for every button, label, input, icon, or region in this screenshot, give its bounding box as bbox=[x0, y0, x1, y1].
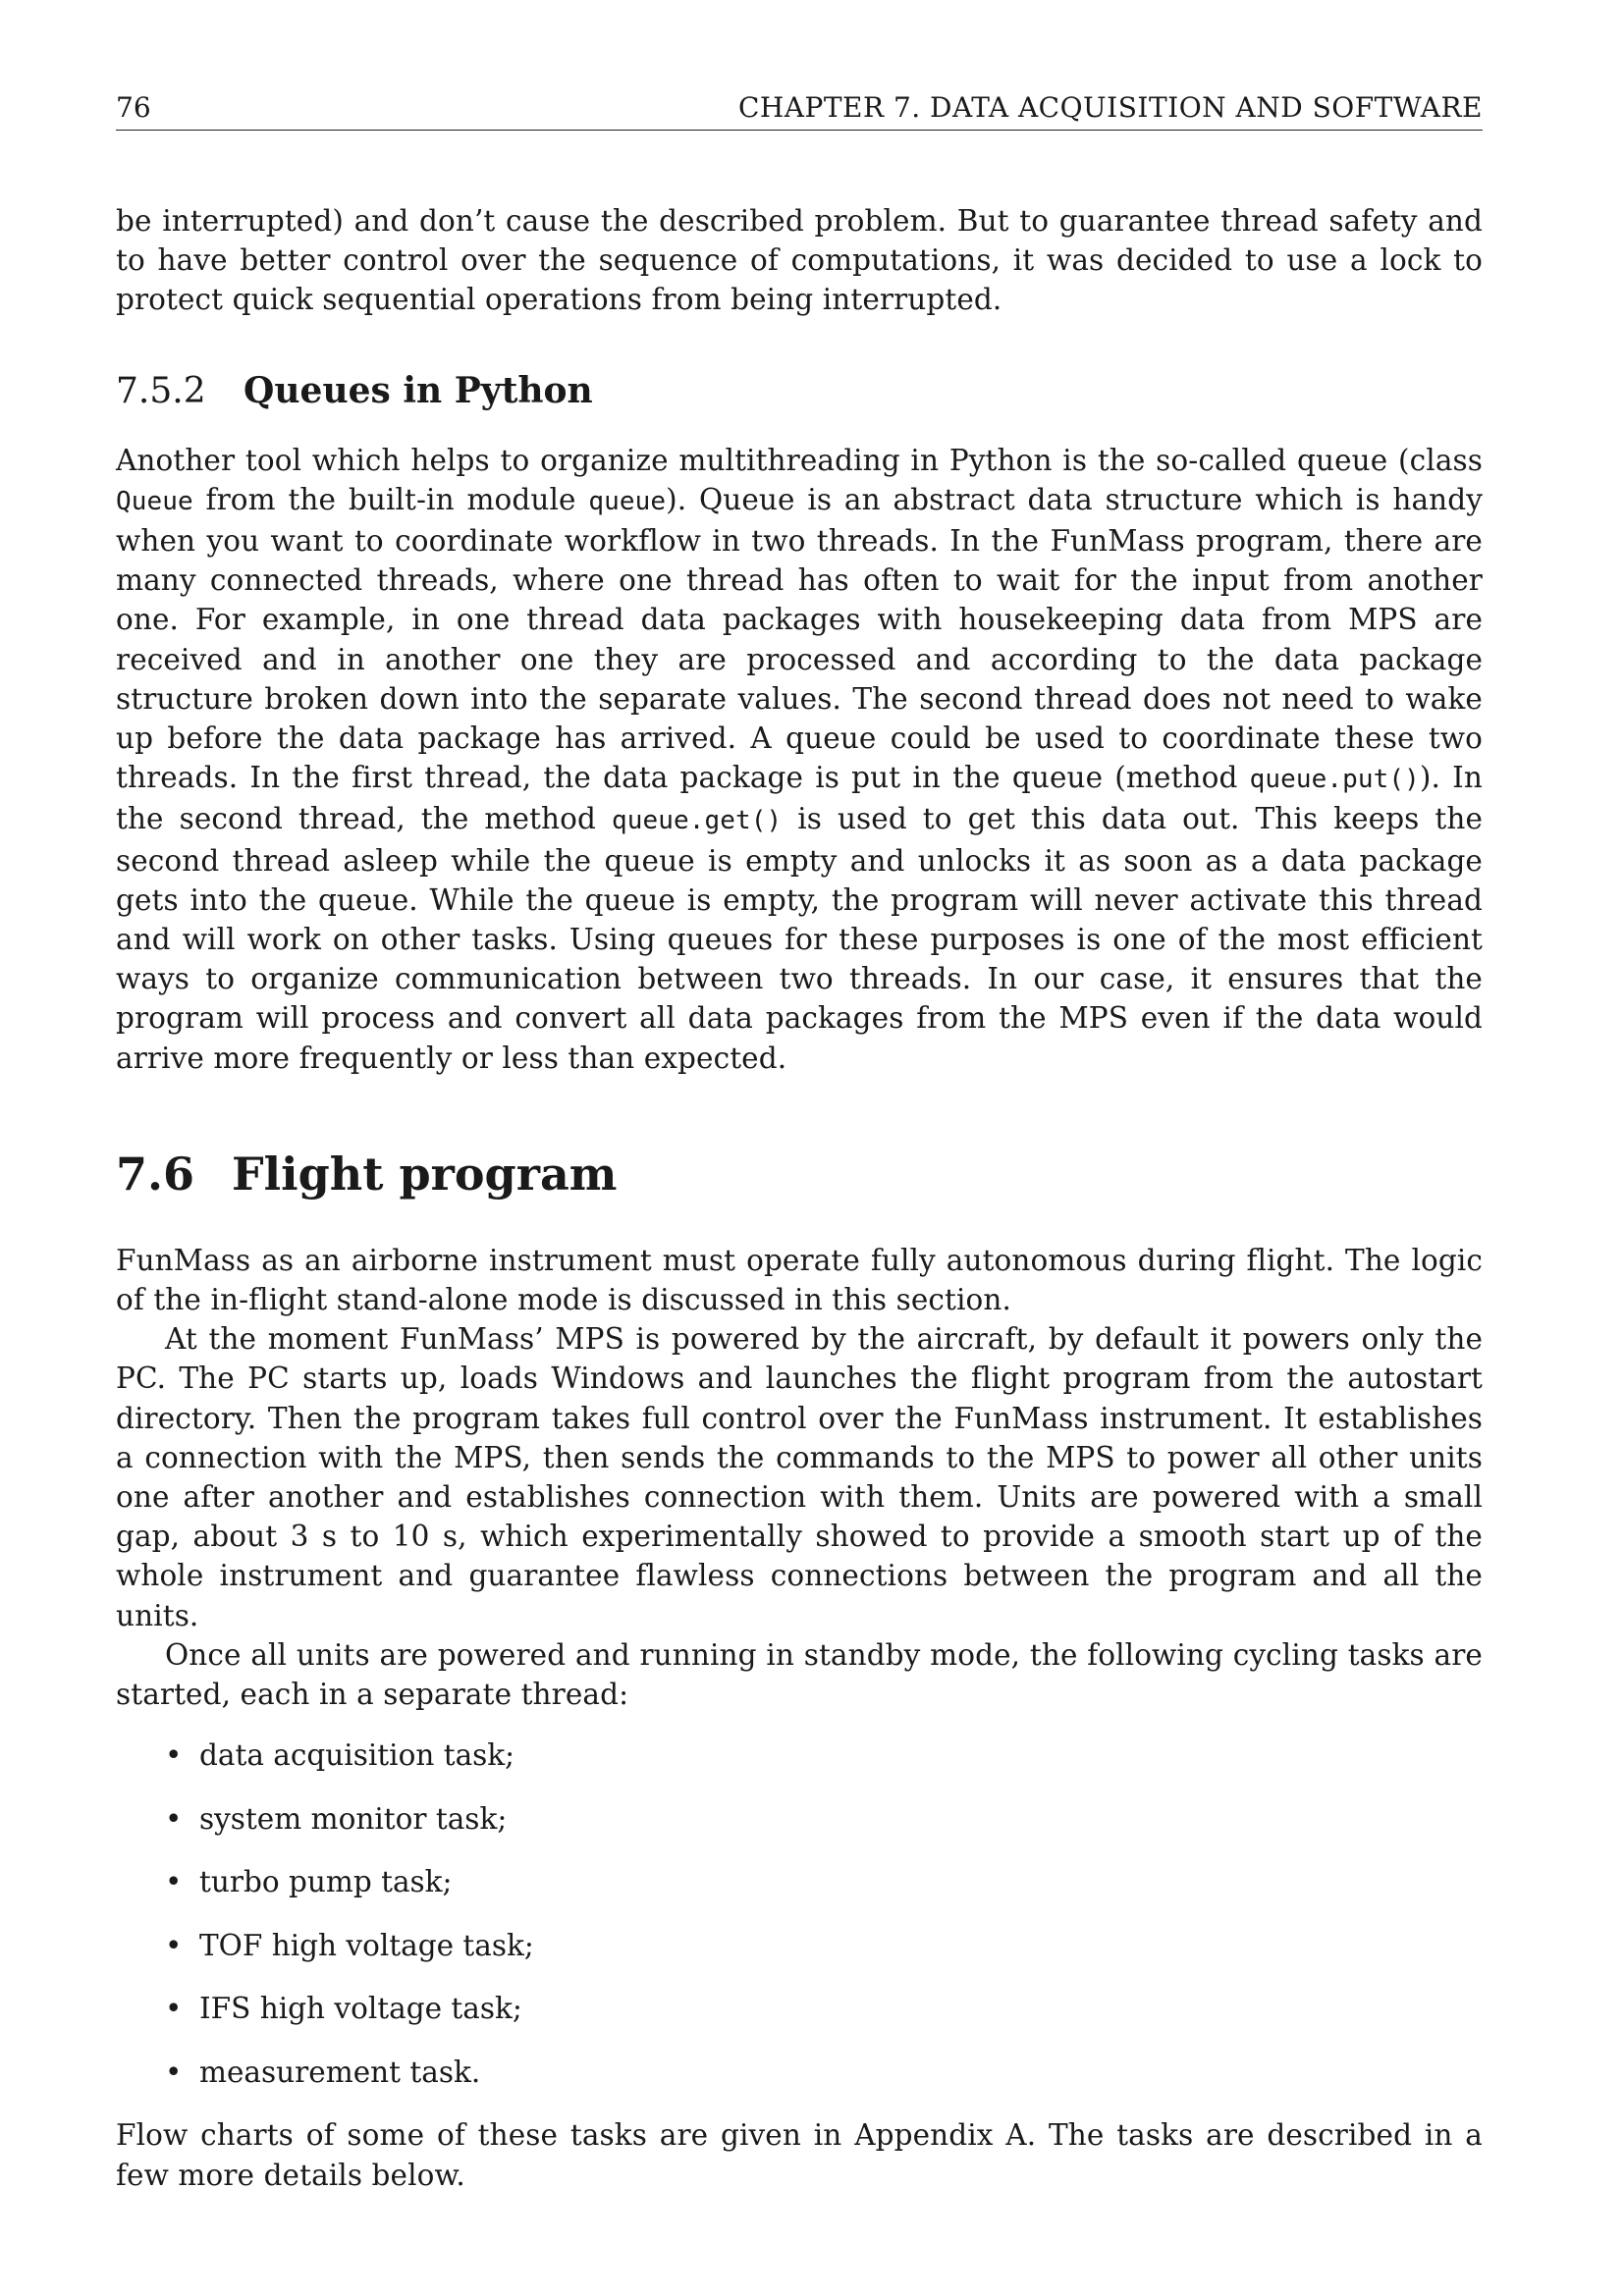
list-item bbox=[116, 1799, 1483, 1839]
list-item bbox=[116, 1862, 1483, 1901]
subsection-title: Queues in Python bbox=[244, 369, 593, 411]
list-item-text: data acquisition task; bbox=[199, 1738, 515, 1773]
text-run: from the built-in module bbox=[192, 482, 589, 516]
list-item-text: turbo pump task; bbox=[199, 1865, 453, 1899]
page-body bbox=[116, 201, 1483, 2195]
list-item-text: TOF high voltage task; bbox=[199, 1928, 534, 1962]
subsection-number: 7.5.2 bbox=[116, 370, 206, 411]
task-list bbox=[116, 1735, 1483, 2092]
flight-paragraph-2: At the moment FunMass’ MPS is powered by the aircraft, by default it powers only the PC. The PC starts up, loads Windows and launches the flight program from the autostart directory. Then the program takes full control over the FunMass instrument. It establishes a connection with the MPS, then sends the commands to the MPS to power all other units one after another and establishes connection with them. Units are powered with a small gap, about 3 s to 10 s, which experimentally showed to provide a smooth start up of the whole instrument and guarantee flawless connections between the program and all the units. bbox=[116, 1322, 1483, 1632]
list-item-text: IFS high voltage task; bbox=[199, 1992, 522, 2026]
text-run: Another tool which helps to organize multithreading in Python is the so-called queue (class bbox=[116, 443, 1483, 477]
subsection-heading bbox=[116, 369, 1483, 413]
section-heading bbox=[116, 1147, 1483, 1201]
section-title: Flight program bbox=[232, 1147, 618, 1201]
flight-paragraph-3: Once all units are powered and running in standby mode, the following cycling tasks are started, each in a separate thread: bbox=[116, 1637, 1483, 1712]
list-item-text: system monitor task; bbox=[199, 1801, 508, 1836]
code-queue-module: queue bbox=[588, 486, 667, 516]
text-run: ). Queue is an abstract data structure which is handy when you want to coordinate workflow in two threads. In the FunMass program, there are many connected threads, where one thread has often to wait for the input from another one. For example, in one thread data packages with housekeeping data from MPS are received and in another one they are processed and according to the data package structure broken down into the separate values. The second thread does not need to wake up before the data package has arrived. A queue could be used to coordinate these two threads. In the first thread, the data package is put in the queue (method bbox=[116, 482, 1483, 795]
intro-paragraph: be interrupted) and don’t cause the described problem. But to guarantee thread safety and to have better control over the sequence of computations, it was decided to use a lock to protect quick sequential operations from being interrupted. bbox=[116, 204, 1483, 317]
list-item bbox=[116, 2053, 1483, 2092]
bullet-icon: • bbox=[165, 1992, 183, 2026]
text-run: ). In the second thread, the method bbox=[116, 761, 1483, 836]
queues-paragraph bbox=[116, 441, 1483, 1078]
code-queue-class: Queue bbox=[116, 486, 193, 516]
bullet-icon: • bbox=[165, 1865, 183, 1899]
bullet-icon: • bbox=[165, 1928, 183, 1962]
flight-paragraph-4: Flow charts of some of these tasks are given in Appendix A. The tasks are described in a few more details below. bbox=[116, 2118, 1483, 2192]
bullet-icon: • bbox=[165, 2055, 183, 2089]
page-number: 76 bbox=[116, 91, 151, 124]
chapter-title: CHAPTER 7. DATA ACQUISITION AND SOFTWARE bbox=[737, 91, 1483, 124]
list-item-text: measurement task. bbox=[199, 2055, 481, 2089]
section-number: 7.6 bbox=[116, 1147, 195, 1201]
text-run: is used to get this data out. This keeps the second thread asleep while the queue is empty and unlocks it as soon as a data package gets into the queue. While the queue is empty, the program will never activate this thread and will work on other tasks. Using queues for these purposes is one of the most efficient ways to organize communication between two threads. In our case, it ensures that the program will process and convert all data packages from the MPS even if the data would arrive more frequently or less than expected. bbox=[116, 802, 1483, 1075]
flight-paragraph-1: FunMass as an airborne instrument must operate fully autonomous during flight. The logic of the in-flight stand-alone mode is discussed in this section. bbox=[116, 1243, 1483, 1317]
bullet-icon: • bbox=[165, 1801, 183, 1836]
list-item bbox=[116, 1989, 1483, 2028]
code-queue-get: queue.get() bbox=[611, 806, 783, 836]
list-item bbox=[116, 1735, 1483, 1775]
list-item bbox=[116, 1926, 1483, 1965]
code-queue-put: queue.put() bbox=[1249, 765, 1420, 795]
bullet-icon: • bbox=[165, 1738, 183, 1773]
running-header bbox=[116, 90, 1483, 131]
